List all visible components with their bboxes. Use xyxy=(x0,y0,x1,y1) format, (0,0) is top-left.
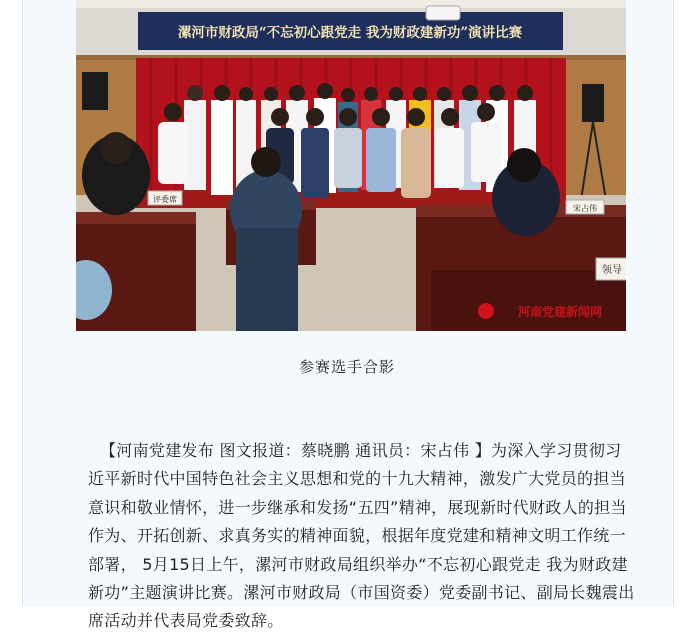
banner-text: 漯河市财政局“不忘初心跟党走 我为财政建新功”演讲比赛 xyxy=(177,25,523,41)
article-paragraph: 【河南党建发布 图文报道：蔡晓鹏 通讯员：宋占伟 】为深入学习贯彻习近平新时代中国特色社会主义思想和党的十九大精神，激发广大党员的担当意识和敬业情怀，进一步继承和发扬“五四”精神，展现新时代财政人的担当作为、开拓创新、求真务实的精神面貌，根据年度党建和精神文明工作统一部署， 5月15日上午，漯河市财政局组织举办“不忘初心跟党走 我为财政建新功”主题演讲比赛。漯河市财政局（市国资委）党委副书记、副局长魏震出席活动并代表局党委致辞。 xyxy=(88,441,635,631)
event-photo xyxy=(76,0,626,331)
name-card-leader: 领导 xyxy=(602,265,622,276)
name-card-person: 宋占伟 xyxy=(573,204,597,213)
photo-caption: 参赛选手合影 xyxy=(298,358,395,376)
name-card-judges: 评委席 xyxy=(153,195,177,204)
watermark-text: 河南党建新闻网 xyxy=(517,305,603,319)
